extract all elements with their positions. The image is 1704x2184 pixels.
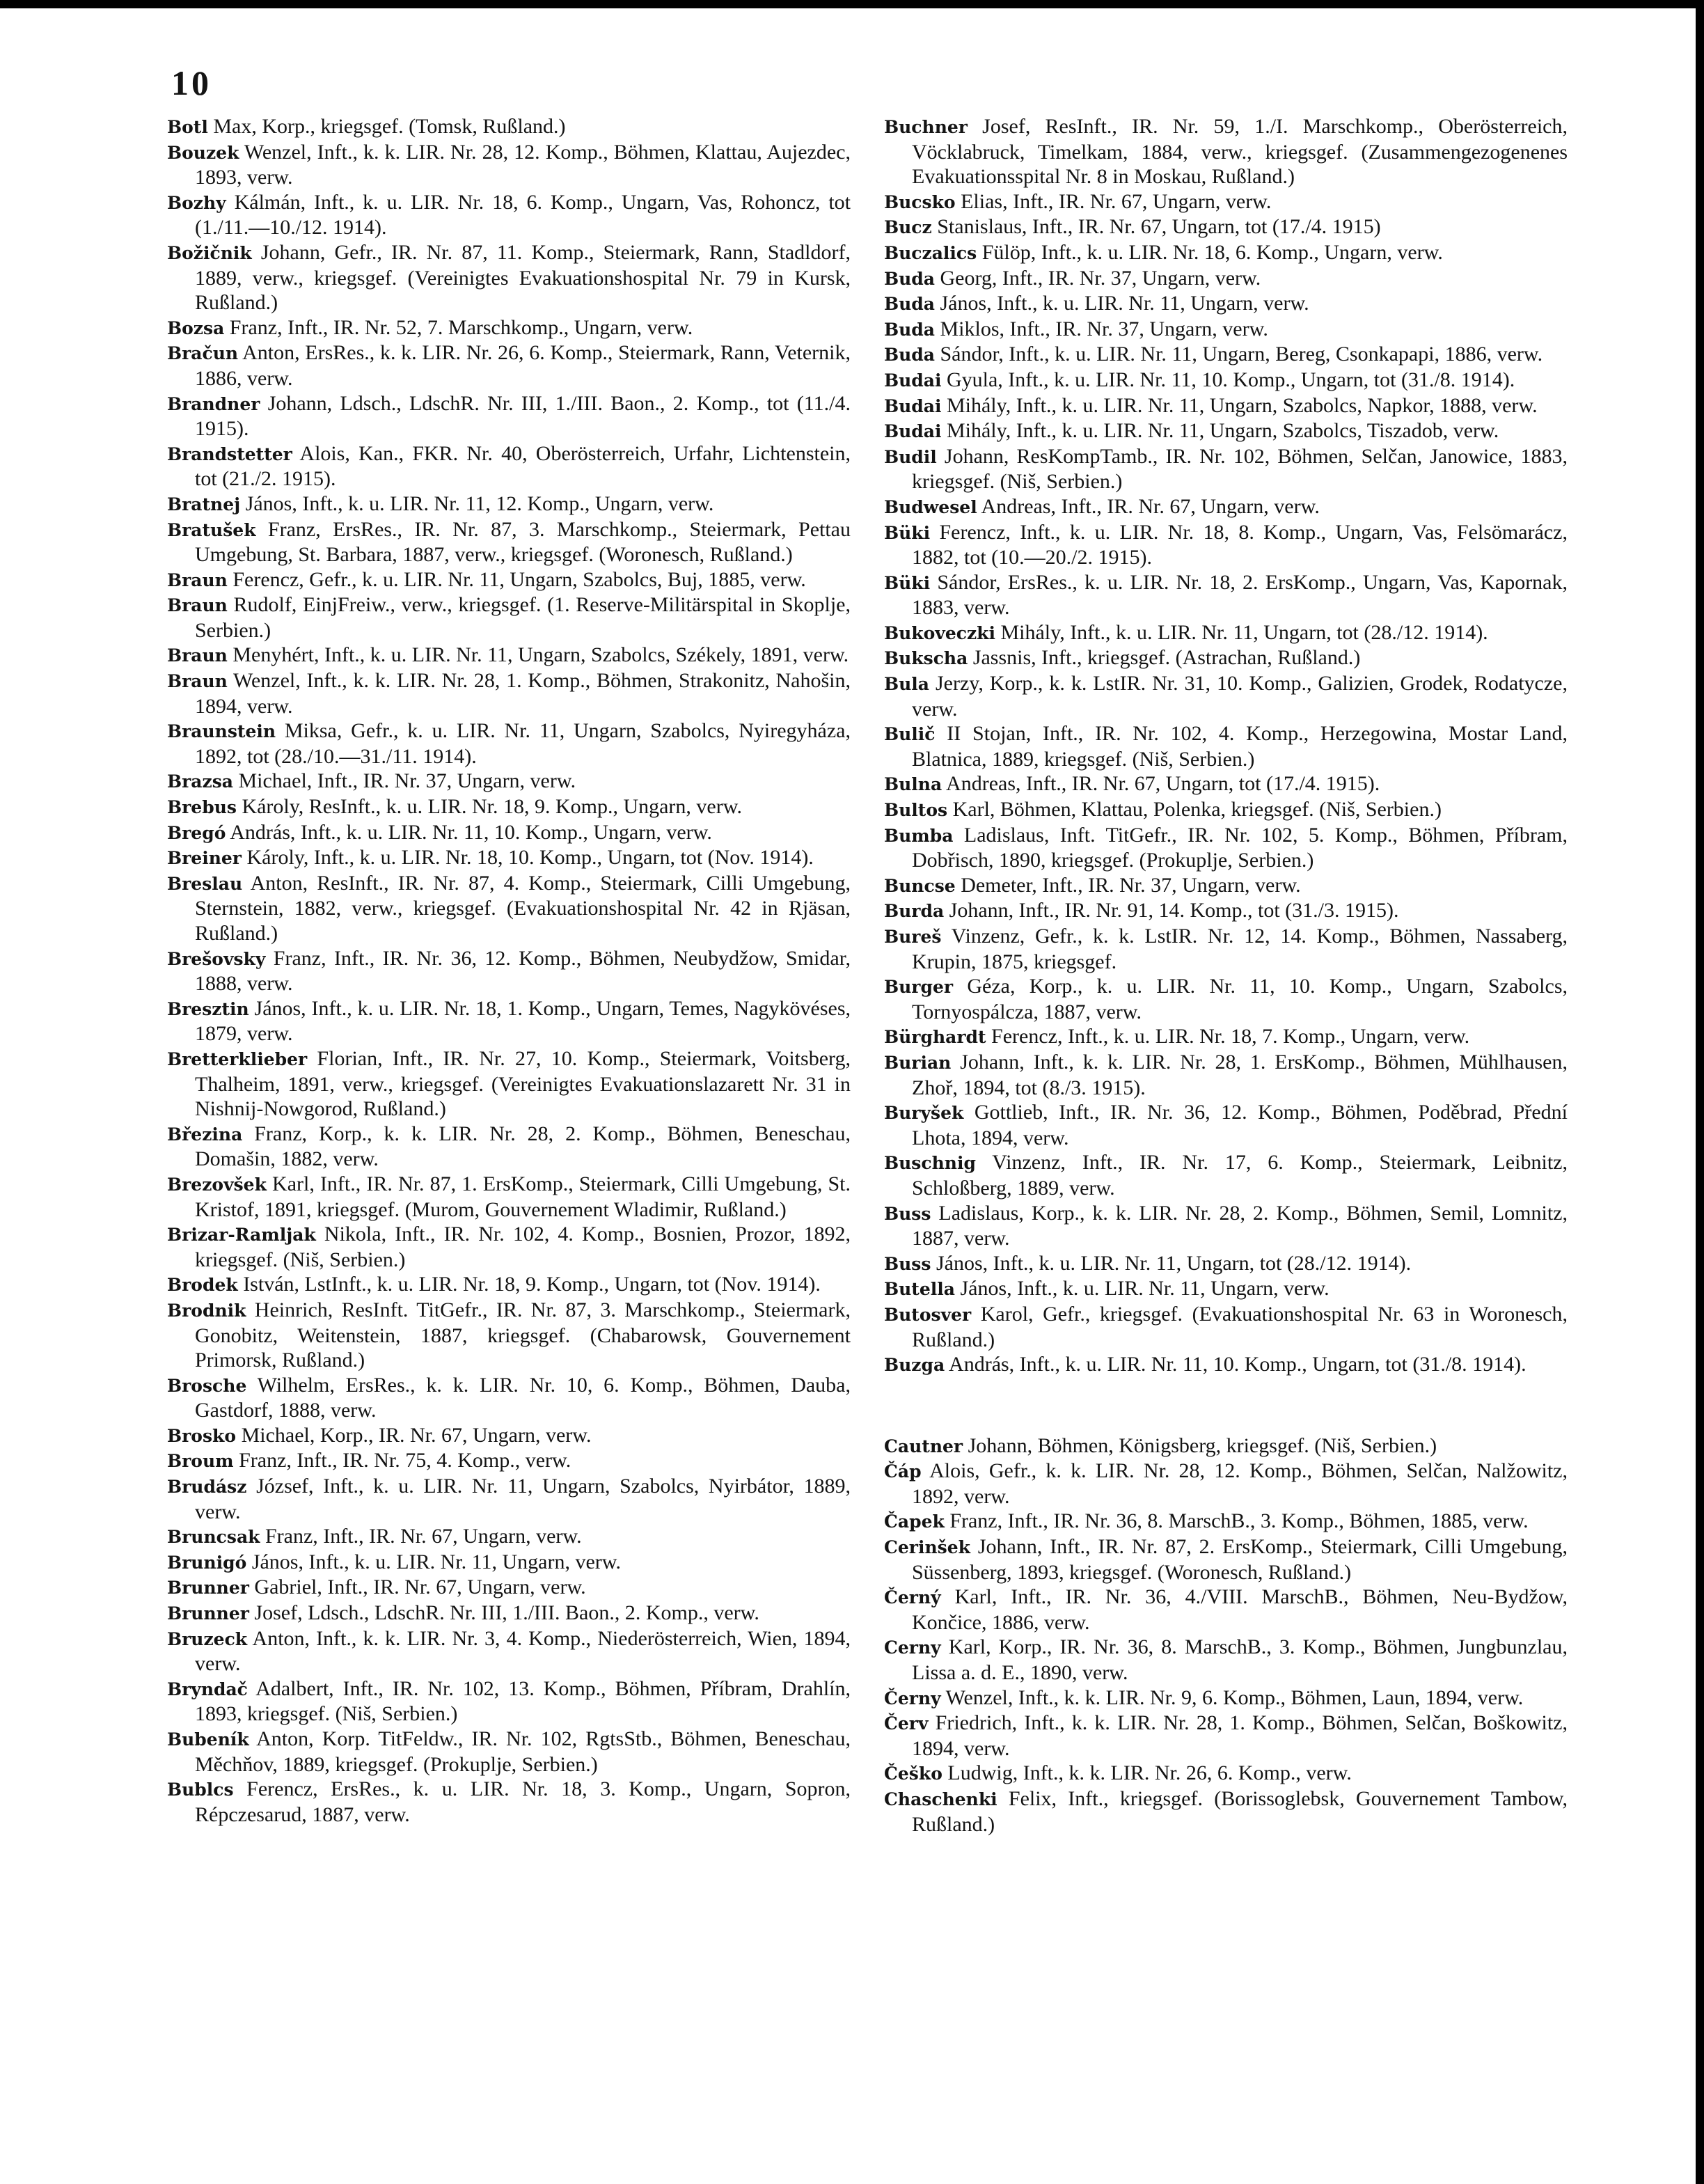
entry-surname: Brunner: [167, 1603, 249, 1624]
entry-surname: Burger: [884, 977, 954, 998]
entry-surname: Bratnej: [167, 494, 241, 514]
entry: [884, 494, 1568, 520]
entry-surname: Bukscha: [884, 648, 968, 669]
right-column: [884, 114, 1568, 1837]
entry-details: Friedrich, Inft., k. k. LIR. Nr. 28, 1. Komp., Böhmen, Selčan, Boškowitz, 1894, verw.: [912, 1711, 1568, 1760]
entry-details: Ladislaus, Korp., k. k. LIR. Nr. 28, 2. Komp., Böhmen, Semil, Lomnitz, 1887, verw.: [912, 1201, 1568, 1250]
entry: [884, 1635, 1568, 1685]
entry: [167, 794, 851, 820]
entry-details: Ferencz, Gefr., k. u. LIR. Nr. 11, Ungarn, Szabolcs, Buj, 1885, verw.: [227, 567, 806, 591]
entry: [884, 368, 1568, 393]
entry-surname: Bublcs: [167, 1780, 234, 1800]
entry-surname: Budai: [884, 395, 942, 416]
entry-details: Anton, Inft., k. k. LIR. Nr. 3, 4. Komp., Niederösterreich, Wien, 1894, verw.: [195, 1626, 851, 1676]
entry-details: Mihály, Inft., k. u. LIR. Nr. 11, Ungarn, tot (28./12. 1914).: [995, 620, 1488, 644]
entry-surname: Buzga: [884, 1355, 945, 1376]
entry: [884, 189, 1568, 215]
right-column-c-entries: [884, 1433, 1568, 1837]
entry-details: Anton, ErsRes., k. k. LIR. Nr. 26, 6. Komp., Steiermark, Rann, Veternik, 1886, verw.: [195, 341, 851, 390]
entry: [167, 820, 851, 846]
entry: [884, 721, 1568, 771]
entry-surname: Červ: [884, 1713, 929, 1734]
entry-surname: Braun: [167, 671, 228, 692]
entry-surname: Buchner: [884, 117, 968, 137]
entry-details: Alois, Kan., FKR. Nr. 40, Oberösterreich, Urfahr, Lichtenstein, tot (21./2. 1915).: [195, 441, 851, 491]
entry-details: Johann, Inft., k. k. LIR. Nr. 28, 1. ErsKomp., Böhmen, Mühlhausen, Zhoř, 1894, tot (8./3. 1915).: [912, 1050, 1568, 1099]
entry: [884, 1024, 1568, 1050]
entry: [884, 1686, 1568, 1711]
entry-surname: Botl: [167, 117, 208, 137]
entry-details: Johann, Böhmen, Königsberg, kriegsgef. (Niš, Serbien.): [963, 1433, 1437, 1457]
entry-surname: Černý: [884, 1587, 941, 1608]
entry-details: Franz, Inft., IR. Nr. 52, 7. Marschkomp., Ungarn, verw.: [224, 315, 693, 339]
entry: [884, 1459, 1568, 1509]
entry: [167, 1423, 851, 1449]
entry-surname: Brandstetter: [167, 443, 292, 464]
entry: [167, 1122, 851, 1172]
entry: [884, 570, 1568, 620]
entry-details: Franz, Inft., IR. Nr. 67, Ungarn, verw.: [260, 1525, 582, 1548]
entry-details: Géza, Korp., k. u. LIR. Nr. 11, 10. Komp., Ungarn, Szabolcs, Tornyospálcza, 1887, verw.: [912, 975, 1568, 1023]
entry: [167, 391, 851, 441]
entry-surname: Bureš: [884, 927, 942, 947]
entry: [884, 1761, 1568, 1786]
entry: [167, 240, 851, 315]
entry-details: Franz, Korp., k. k. LIR. Nr. 28, 2. Komp., Böhmen, Beneschau, Domašin, 1882, verw.: [195, 1122, 851, 1171]
entry-details: András, Inft., k. u. LIR. Nr. 11, 10. Komp., Ungarn, tot (31./8. 1914).: [945, 1353, 1526, 1376]
entry-surname: Bruncsak: [167, 1527, 260, 1548]
entry-details: Kálmán, Inft., k. u. LIR. Nr. 18, 6. Komp., Ungarn, Vas, Rohoncz, tot (1./11.—10./12. 1914).: [195, 190, 851, 239]
entry-details: Rudolf, EinjFreiw., verw., kriegsgef. (1. Reserve-Militärspital in Skoplje, Serbien.): [195, 593, 851, 642]
entry-details: Karl, Korp., IR. Nr. 36, 8. MarschB., 3. Komp., Böhmen, Jungbunzlau, Lissa a. d. E., 1890, verw.: [912, 1635, 1568, 1685]
entry-surname: Bumba: [884, 825, 954, 846]
entry: [167, 946, 851, 996]
entry: [884, 266, 1568, 292]
entry-details: Josef, Ldsch., LdschR. Nr. III, 1./III. Baon., 2. Komp., verw.: [248, 1601, 759, 1625]
entry-details: Georg, Inft., IR. Nr. 37, Ungarn, verw.: [935, 266, 1261, 290]
entry-surname: Bruzeck: [167, 1628, 248, 1649]
entry: [884, 898, 1568, 924]
entry-details: Gottlieb, Inft., IR. Nr. 36, 12. Komp., Böhmen, Poděbrad, Přední Lhota, 1894, verw.: [912, 1101, 1568, 1149]
entry-surname: Bretterklieber: [167, 1048, 308, 1069]
entry-surname: Buss: [884, 1253, 931, 1274]
entry-details: Stanislaus, Inft., IR. Nr. 67, Ungarn, tot (17./4. 1915): [931, 215, 1381, 239]
entry: [167, 1626, 851, 1676]
entry-surname: Brunigó: [167, 1552, 247, 1573]
entry: [884, 1100, 1568, 1150]
entry-details: Karl, Böhmen, Klattau, Polenka, kriegsgef. (Niš, Serbien.): [947, 798, 1442, 822]
entry-surname: Bračun: [167, 343, 239, 364]
entry: [167, 718, 851, 769]
entry-details: Andreas, Inft., IR. Nr. 67, Ungarn, tot (17./4. 1915).: [942, 772, 1380, 796]
entry: [167, 1474, 851, 1524]
entry-details: Karol, Gefr., kriegsgef. (Evakuationshospital Nr. 63 in Woronesch, Rußland.): [912, 1302, 1568, 1351]
entry-details: Wenzel, Inft., k. k. LIR. Nr. 28, 1. Komp., Böhmen, Strakonitz, Nahošin, 1894, verw.: [195, 669, 851, 718]
entry-details: Mihály, Inft., k. u. LIR. Nr. 11, Ungarn, Szabolcs, Napkor, 1888, verw.: [941, 393, 1538, 417]
entry: [884, 1509, 1568, 1534]
entry: [167, 643, 851, 668]
left-column: [167, 114, 851, 1827]
entry-details: Heinrich, ResInft. TitGefr., IR. Nr. 87, 3. Marschkomp., Steiermark, Gonobitz, Weitenstein, 1887, kriegsgef. (Chabarowsk, Gouvernement Primorsk, Rußland.): [195, 1298, 851, 1372]
entry: [884, 342, 1568, 368]
entry-details: Felix, Inft., kriegsgef. (Borissoglebsk, Gouvernement Tambow, Rußland.): [912, 1787, 1568, 1836]
entry: [167, 996, 851, 1046]
entry: [884, 114, 1568, 189]
entry-details: Johann, Inft., IR. Nr. 87, 2. ErsKomp., Steiermark, Cilli Umgebung, Süssenberg, 1893, kriegsgef. (Woronesch, Rußland.): [912, 1535, 1568, 1584]
entry-details: Menyhért, Inft., k. u. LIR. Nr. 11, Ungarn, Szabolcs, Székely, 1891, verw.: [227, 643, 849, 667]
entry-surname: Brosko: [167, 1425, 237, 1446]
entry-surname: Buda: [884, 319, 935, 340]
entry-surname: Buncse: [884, 875, 956, 896]
entry-details: Adalbert, Inft., IR. Nr. 102, 13. Komp., Böhmen, Příbram, Drahlín, 1893, kriegsgef. (Niš, Serbien.): [195, 1676, 851, 1726]
entry-details: Elias, Inft., IR. Nr. 67, Ungarn, verw.: [955, 189, 1272, 213]
entry-surname: Bouzek: [167, 142, 239, 163]
entry: [167, 1575, 851, 1601]
entry: [884, 797, 1568, 823]
entry-details: Michael, Korp., IR. Nr. 67, Ungarn, verw.: [236, 1423, 592, 1447]
entry: [167, 340, 851, 391]
entry: [167, 1676, 851, 1727]
entry: [884, 620, 1568, 646]
entry: [884, 823, 1568, 873]
entry-details: Ludwig, Inft., k. k. LIR. Nr. 26, 6. Komp., verw.: [942, 1761, 1352, 1785]
entry-surname: Brunner: [167, 1578, 249, 1598]
entry: [884, 1433, 1568, 1459]
entry-details: András, Inft., k. u. LIR. Nr. 11, 10. Komp., Ungarn, verw.: [226, 820, 712, 844]
entry: [167, 668, 851, 718]
entry-surname: Büki: [884, 572, 931, 593]
entry-details: Karl, Inft., IR. Nr. 87, 1. ErsKomp., Steiermark, Cilli Umgebung, St. Kristof, 1891, kriegsgef. (Murom, Gouvernement Wladimir, Rußland.): [195, 1172, 851, 1221]
entry-surname: Bultos: [884, 800, 948, 821]
entry-details: Jassnis, Inft., kriegsgef. (Astrachan, Rußland.): [968, 646, 1361, 670]
entry: [167, 492, 851, 517]
entry: [167, 1298, 851, 1373]
entry-details: Károly, Inft., k. u. LIR. Nr. 18, 10. Komp., Ungarn, tot (Nov. 1914).: [241, 846, 814, 870]
entry: [884, 444, 1568, 494]
entry-surname: Brudász: [167, 1477, 247, 1498]
entry-details: Karl, Inft., IR. Nr. 36, 4./VIII. MarschB., Böhmen, Neu-Bydžow, Končice, 1886, verw.: [912, 1585, 1568, 1634]
entry: [167, 517, 851, 567]
entry-surname: Bratušek: [167, 519, 256, 540]
entry-details: János, Inft., k. u. LIR. Nr. 11, Ungarn, tot (28./12. 1914).: [931, 1251, 1412, 1275]
entry-details: Franz, ErsRes., IR. Nr. 87, 3. Marschkomp., Steiermark, Pettau Umgebung, St. Barbara, 1887, verw., kriegsgef. (Woronesch, Rußland.): [195, 517, 851, 567]
entry-surname: Bucsko: [884, 191, 956, 212]
entry: [884, 974, 1568, 1024]
entry-surname: Buryšek: [884, 1103, 964, 1124]
entry: [884, 520, 1568, 570]
entry: [167, 1222, 851, 1272]
entry-details: János, Inft., k. u. LIR. Nr. 11, 12. Komp., Ungarn, verw.: [240, 492, 714, 515]
entry-surname: Bulič: [884, 724, 936, 745]
entry-details: Gabriel, Inft., IR. Nr. 67, Ungarn, verw.: [248, 1576, 586, 1599]
entry-surname: Bürghardt: [884, 1027, 986, 1048]
entry: [884, 671, 1568, 721]
entry-surname: Brodnik: [167, 1300, 246, 1321]
entry-details: Johann, Inft., IR. Nr. 91, 14. Komp., tot (31./3. 1915).: [944, 899, 1399, 922]
scan-border-top: [0, 0, 1704, 8]
entry-surname: Budai: [884, 370, 942, 391]
entry-details: István, LstInft., k. u. LIR. Nr. 18, 9. Komp., Ungarn, tot (Nov. 1914).: [237, 1273, 821, 1296]
entry-surname: Bucz: [884, 217, 932, 238]
entry-details: Johann, ResKompTamb., IR. Nr. 102, Böhmen, Selčan, Janowice, 1883, kriegsgef. (Niš, Serbien.): [912, 444, 1568, 494]
entry: [884, 1251, 1568, 1277]
entry-surname: Burian: [884, 1052, 952, 1073]
entry: [884, 771, 1568, 797]
entry-details: Vinzenz, Gefr., k. k. LstIR. Nr. 12, 14. Komp., Böhmen, Nassaberg, Krupin, 1875, kriegsgef.: [912, 925, 1568, 973]
entry-surname: Brosche: [167, 1375, 247, 1396]
entry: [884, 317, 1568, 343]
entry-surname: Buschnig: [884, 1153, 976, 1174]
entry: [884, 291, 1568, 317]
entry-details: Andreas, Inft., IR. Nr. 67, Ungarn, verw.: [977, 494, 1320, 518]
page-number: 10: [171, 63, 212, 102]
entry-details: Mihály, Inft., k. u. LIR. Nr. 11, Ungarn, Szabolcs, Tiszadob, verw.: [941, 419, 1499, 443]
entry-details: Anton, ResInft., IR. Nr. 87, 4. Komp., Steiermark, Cilli Umgebung, Sternstein, 1882, verw., kriegsgef. (Evakuationshospital Nr. 42 in Rjäsan, Rußland.): [195, 871, 851, 945]
entry: [884, 1534, 1568, 1585]
entry-surname: Bukoveczki: [884, 622, 995, 643]
entry: [884, 1050, 1568, 1100]
entry: [167, 1550, 851, 1576]
entry-surname: Buda: [884, 345, 935, 366]
entry-surname: Brizar-Ramljak: [167, 1225, 316, 1246]
entry-surname: Černy: [884, 1688, 941, 1708]
entry-surname: Büki: [884, 522, 931, 543]
entry-surname: Budwesel: [884, 496, 977, 517]
section-gap: [884, 1378, 1568, 1433]
entry: [884, 1201, 1568, 1251]
entry: [167, 1727, 851, 1777]
entry-details: Ferencz, ErsRes., k. u. LIR. Nr. 18, 3. Komp., Ungarn, Sopron, Répczesarud, 1887, verw.: [195, 1777, 851, 1826]
entry-surname: Breslau: [167, 873, 243, 894]
entry: [167, 1601, 851, 1626]
entry: [167, 1777, 851, 1827]
entry-details: Vinzenz, Inft., IR. Nr. 17, 6. Komp., Steiermark, Leibnitz, Schloßberg, 1889, verw.: [912, 1151, 1568, 1200]
entry: [884, 1276, 1568, 1302]
entry: [884, 924, 1568, 974]
entry-details: Johann, Ldsch., LdschR. Nr. III, 1./III. Baon., 2. Komp., tot (11./4. 1915).: [195, 391, 851, 441]
entry-surname: Butella: [884, 1279, 955, 1300]
entry-details: János, Inft., k. u. LIR. Nr. 11, Ungarn, verw.: [246, 1550, 621, 1573]
entry-surname: Bulna: [884, 774, 942, 795]
entry-surname: Bresztin: [167, 998, 249, 1019]
entry-details: Miklos, Inft., IR. Nr. 37, Ungarn, verw.: [935, 317, 1268, 340]
entry-surname: Braun: [167, 645, 228, 666]
entry-details: Miksa, Gefr., k. u. LIR. Nr. 11, Ungarn, Szabolcs, Nyiregyháza, 1892, tot (28./10.—31./11. 1914).: [195, 719, 851, 768]
entry-details: Alois, Gefr., k. k. LIR. Nr. 28, 12. Komp., Böhmen, Selčan, Nalžowitz, 1892, verw.: [912, 1459, 1568, 1508]
entry-surname: Braun: [167, 569, 228, 590]
entry: [884, 1150, 1568, 1200]
entry: [884, 1302, 1568, 1352]
entry: [167, 1448, 851, 1474]
entry-details: Michael, Inft., IR. Nr. 37, Ungarn, verw.: [232, 769, 576, 793]
entry: [884, 214, 1568, 240]
entry-surname: Čapek: [884, 1511, 945, 1532]
entry-surname: Buss: [884, 1203, 931, 1224]
entry: [884, 645, 1568, 671]
entry-details: Ferencz, Inft., k. u. LIR. Nr. 18, 7. Komp., Ungarn, verw.: [986, 1025, 1470, 1048]
entry: [167, 315, 851, 341]
entry-surname: Buda: [884, 268, 935, 289]
entry-details: Anton, Korp. TitFeldw., IR. Nr. 102, RgtsStb., Böhmen, Beneschau, Měchňov, 1889, kriegsgef. (Prokuplje, Serbien.): [195, 1727, 851, 1776]
entry-surname: Bryndač: [167, 1679, 248, 1699]
entry-details: Ferencz, Inft., k. u. LIR. Nr. 18, 8. Komp., Ungarn, Vas, Felsömarácz, 1882, tot (10.—20./2. 1915).: [912, 520, 1568, 569]
entry-surname: Březina: [167, 1124, 243, 1145]
entry-surname: Bregó: [167, 822, 226, 843]
entry-surname: Češko: [884, 1763, 942, 1784]
entry-surname: Broum: [167, 1451, 234, 1472]
entry-surname: Brazsa: [167, 771, 233, 792]
entry-surname: Bozhy: [167, 192, 226, 213]
entry: [167, 1272, 851, 1298]
entry-surname: Buda: [884, 294, 935, 315]
entry-surname: Burda: [884, 901, 945, 922]
entry-surname: Butosver: [884, 1304, 972, 1325]
entry: [167, 1373, 851, 1423]
entry: [167, 567, 851, 593]
entry-surname: Budai: [884, 421, 942, 442]
entry: [167, 190, 851, 240]
entry-surname: Brezovšek: [167, 1174, 267, 1195]
entry: [884, 1786, 1568, 1837]
entry-surname: Buczalics: [884, 242, 977, 263]
entry-details: Max, Korp., kriegsgef. (Tomsk, Rußland.): [207, 115, 566, 138]
entry-details: Wenzel, Inft., k. k. LIR. Nr. 9, 6. Komp., Böhmen, Laun, 1894, verw.: [940, 1686, 1524, 1709]
entry: [884, 393, 1568, 419]
entry-details: Jerzy, Korp., k. k. LstIR. Nr. 31, 10. Komp., Galizien, Grodek, Rodatycze, verw.: [912, 672, 1568, 721]
entry-surname: Bula: [884, 674, 930, 695]
scan-border-right: [1696, 0, 1704, 2184]
entry-details: József, Inft., k. u. LIR. Nr. 11, Ungarn, Szabolcs, Nyirbátor, 1889, verw.: [195, 1475, 851, 1523]
entry-surname: Breiner: [167, 848, 242, 869]
entry-surname: Bozsa: [167, 317, 225, 338]
entry: [167, 1046, 851, 1122]
entry-details: Nikola, Inft., IR. Nr. 102, 4. Komp., Bosnien, Prozor, 1892, kriegsgef. (Niš, Serbien.): [195, 1223, 851, 1271]
entry-details: Franz, Inft., IR. Nr. 75, 4. Komp., verw.: [233, 1449, 571, 1472]
entry-surname: Braun: [167, 595, 228, 616]
entry: [167, 1172, 851, 1222]
entry-details: Wenzel, Inft., k. k. LIR. Nr. 28, 12. Komp., Böhmen, Klattau, Aujezdec, 1893, verw.: [195, 140, 851, 189]
entry-surname: Brebus: [167, 797, 237, 818]
entry: [884, 240, 1568, 266]
entry-details: Károly, ResInft., k. u. LIR. Nr. 18, 9. Komp., Ungarn, verw.: [236, 795, 742, 819]
entry-details: János, Inft., k. u. LIR. Nr. 11, Ungarn, verw.: [935, 292, 1309, 315]
entry: [167, 1524, 851, 1550]
entry-surname: Brešovsky: [167, 948, 266, 969]
entry: [884, 1711, 1568, 1761]
entry-surname: Budil: [884, 446, 937, 467]
entry-surname: Čáp: [884, 1461, 922, 1482]
entry-surname: Cerny: [884, 1637, 941, 1658]
entry-details: János, Inft., k. u. LIR. Nr. 18, 1. Komp., Ungarn, Temes, Nagykövéses, 1879, verw.: [195, 996, 851, 1046]
entry-surname: Cerinšek: [884, 1537, 970, 1558]
entry-details: Sándor, ErsRes., k. u. LIR. Nr. 18, 2. ErsKomp., Ungarn, Vas, Kapornak, 1883, verw.: [912, 570, 1568, 620]
entry: [884, 1585, 1568, 1635]
entry: [167, 441, 851, 492]
entry-details: Gyula, Inft., k. u. LIR. Nr. 11, 10. Komp., Ungarn, tot (31./8. 1914).: [941, 368, 1515, 391]
entry: [884, 873, 1568, 899]
entry-surname: Brodek: [167, 1275, 238, 1296]
entry-details: Johann, Gefr., IR. Nr. 87, 11. Komp., Steiermark, Rann, Stadldorf, 1889, verw., kriegsgef. (Vereinigtes Evakuationshospital Nr. 79 in Kursk, Rußland.): [195, 240, 851, 315]
entry-details: Demeter, Inft., IR. Nr. 37, Ungarn, verw.: [955, 873, 1301, 897]
right-column-b-entries: [884, 114, 1568, 1378]
entry-details: Fülöp, Inft., k. u. LIR. Nr. 18, 6. Komp., Ungarn, verw.: [977, 240, 1443, 264]
entry: [167, 769, 851, 794]
entry-details: Franz, Inft., IR. Nr. 36, 8. MarschB., 3. Komp., Böhmen, 1885, verw.: [944, 1509, 1529, 1533]
entry: [884, 1352, 1568, 1378]
entry-surname: Bubeník: [167, 1729, 249, 1750]
entry-surname: Chaschenki: [884, 1789, 997, 1809]
entry-details: János, Inft., k. u. LIR. Nr. 11, Ungarn, verw.: [954, 1277, 1330, 1301]
entry: [167, 845, 851, 871]
entry: [167, 140, 851, 190]
entry: [167, 592, 851, 643]
entry-details: Josef, ResInft., IR. Nr. 59, 1./I. Marschkomp., Oberösterreich, Vöcklabruck, Timelkam, 1884, verw., kriegsgef. (Zusammengezogenenes Evakuationsspital Nr. 8 in Moskau, Rußland.): [912, 115, 1568, 189]
entry-surname: Cautner: [884, 1436, 963, 1456]
entry: [167, 114, 851, 140]
entry-surname: Brandner: [167, 393, 260, 414]
entry-details: Florian, Inft., IR. Nr. 27, 10. Komp., Steiermark, Voitsberg, Thalheim, 1891, verw., kriegsgef. (Vereinigtes Evakuationslazarett Nr. 31 in Nishnij-Nowgorod, Rußland.): [195, 1046, 851, 1121]
entry-details: Ladislaus, Inft. TitGefr., IR. Nr. 102, 5. Komp., Böhmen, Příbram, Dobřisch, 1890, kriegsgef. (Prokuplje, Serbien.): [912, 823, 1568, 872]
entry-details: Wilhelm, ErsRes., k. k. LIR. Nr. 10, 6. Komp., Böhmen, Dauba, Gastdorf, 1888, verw.: [195, 1373, 851, 1422]
entry-surname: Braunstein: [167, 721, 276, 742]
entry: [167, 871, 851, 946]
entry: [884, 418, 1568, 444]
entry-surname: Božičnik: [167, 242, 252, 263]
entry-details: Sándor, Inft., k. u. LIR. Nr. 11, Ungarn, Bereg, Csonkapapi, 1886, verw.: [935, 343, 1543, 366]
entry-details: Franz, Inft., IR. Nr. 36, 12. Komp., Böhmen, Neubydžow, Smidar, 1888, verw.: [195, 946, 851, 996]
entry-details: II Stojan, Inft., IR. Nr. 102, 4. Komp., Herzegowina, Mostar Land, Blatnica, 1889, kriegsgef. (Niš, Serbien.): [912, 722, 1568, 771]
